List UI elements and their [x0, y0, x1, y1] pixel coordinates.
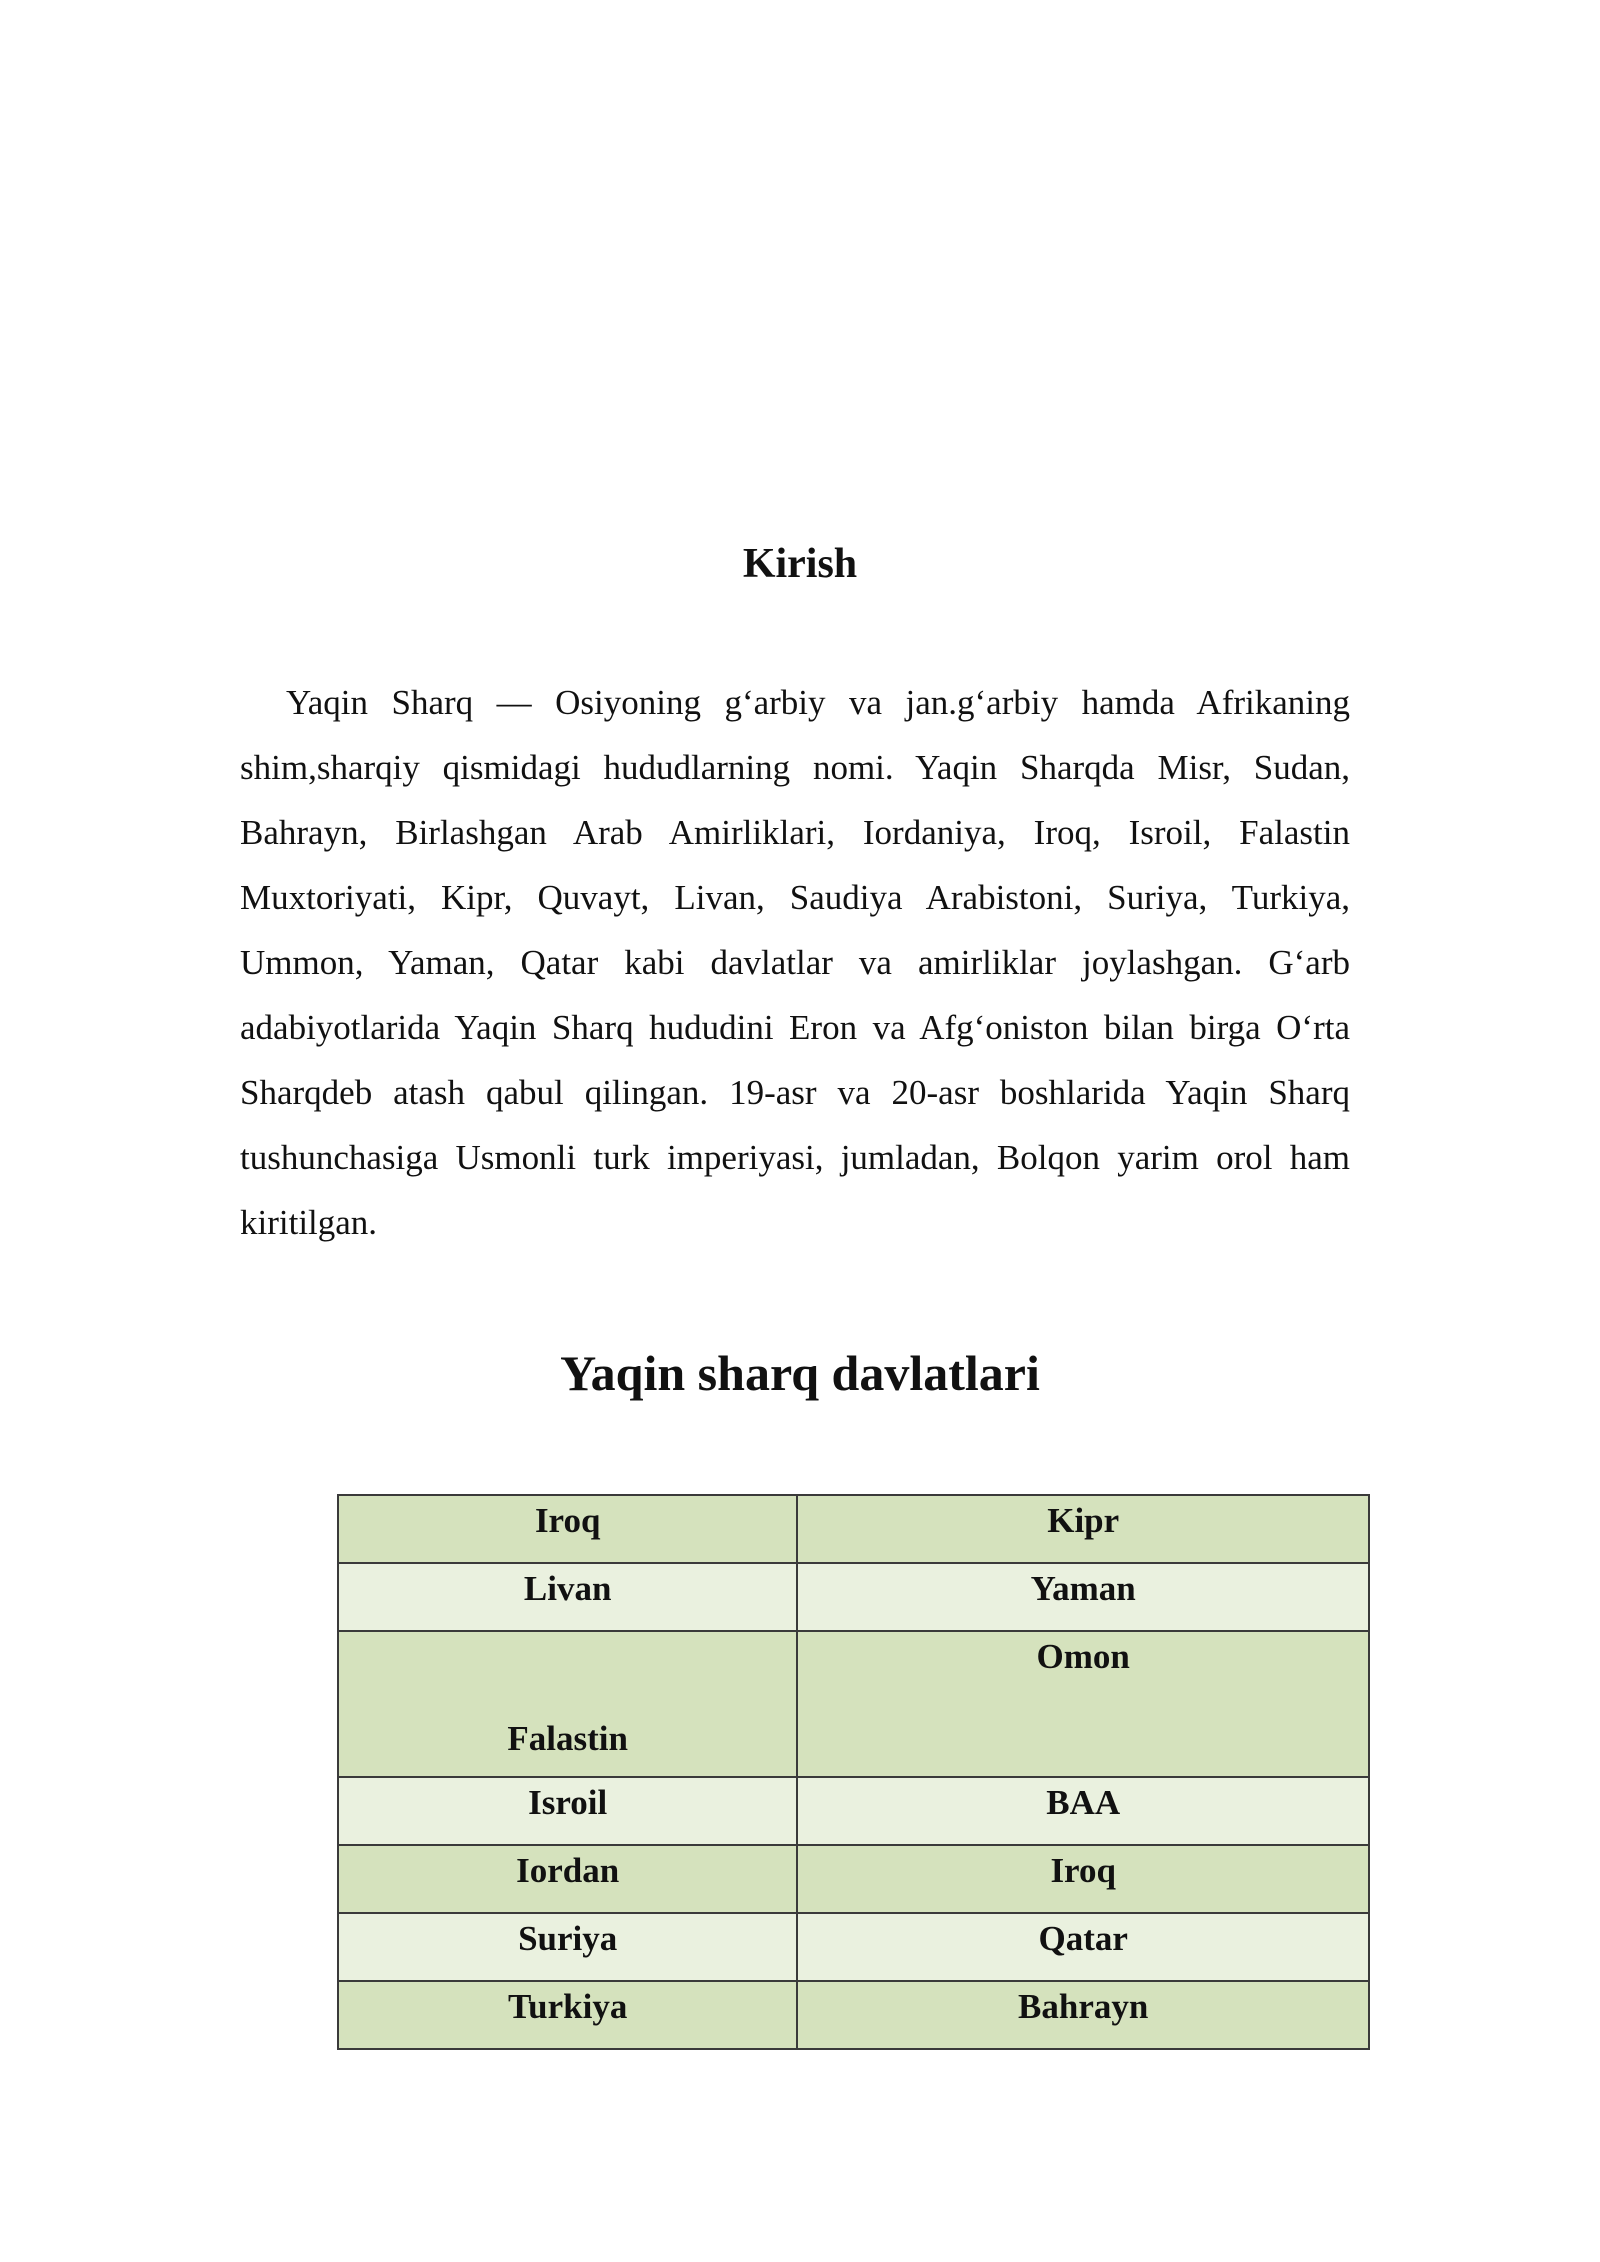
table-title: Yaqin sharq davlatlari [560, 1345, 1040, 1401]
states-table [337, 1494, 1370, 2050]
table-row [338, 1777, 1369, 1845]
table-cell: Bahrayn [797, 1981, 1369, 2049]
table-cell: Qatar [797, 1913, 1369, 1981]
table-cell: Isroil [338, 1777, 797, 1845]
table-cell: Turkiya [338, 1981, 797, 2049]
table-row [338, 1631, 1369, 1777]
table-cell: Iroq [338, 1495, 797, 1563]
table-row [338, 1981, 1369, 2049]
section-heading: Kirish [742, 541, 858, 587]
table-cell: BAA [797, 1777, 1369, 1845]
table-cell: Kipr [797, 1495, 1369, 1563]
intro-paragraph-text: Yaqin Sharq — Osiyoning g‘arbiy va jan.g‘arbiy hamda Afrikaning shim,sharqiy qismidagi hududlarning nomi. Yaqin Sharqda Misr, Sudan, Bahrayn, Birlashgan Arab Amirliklari, Iordaniya, Iroq, Isroil, Falastin Muxtoriyati, Kipr, Quvayt, Livan, Saudiya Arabistoni, Suriya, Turkiya, Ummon, Yaman, Qatar kabi davlatlar va amirliklar joylashgan. G‘arb adabiyotlarida Yaqin Sharq hududini Eron va Afg‘oniston bilan birga O‘rta Sharqdeb atash qabul qilingan. 19-asr va 20-asr boshlarida Yaqin Sharq tushunchasiga Usmonli turk imperiyasi, jumladan, Bolqon yarim orol ham kiritilgan. [240, 683, 1350, 1242]
table-cell: Iordan [338, 1845, 797, 1913]
table-row [338, 1495, 1369, 1563]
table-cell: Yaman [797, 1563, 1369, 1631]
table-cell: Iroq [797, 1845, 1369, 1913]
table-cell: Omon [797, 1631, 1369, 1777]
table-row [338, 1563, 1369, 1631]
table-cell: Suriya [338, 1913, 797, 1981]
table-cell: Livan [338, 1563, 797, 1631]
table-row [338, 1913, 1369, 1981]
intro-paragraph [240, 670, 1350, 1255]
table-row [338, 1845, 1369, 1913]
table-cell: Falastin [338, 1631, 797, 1777]
